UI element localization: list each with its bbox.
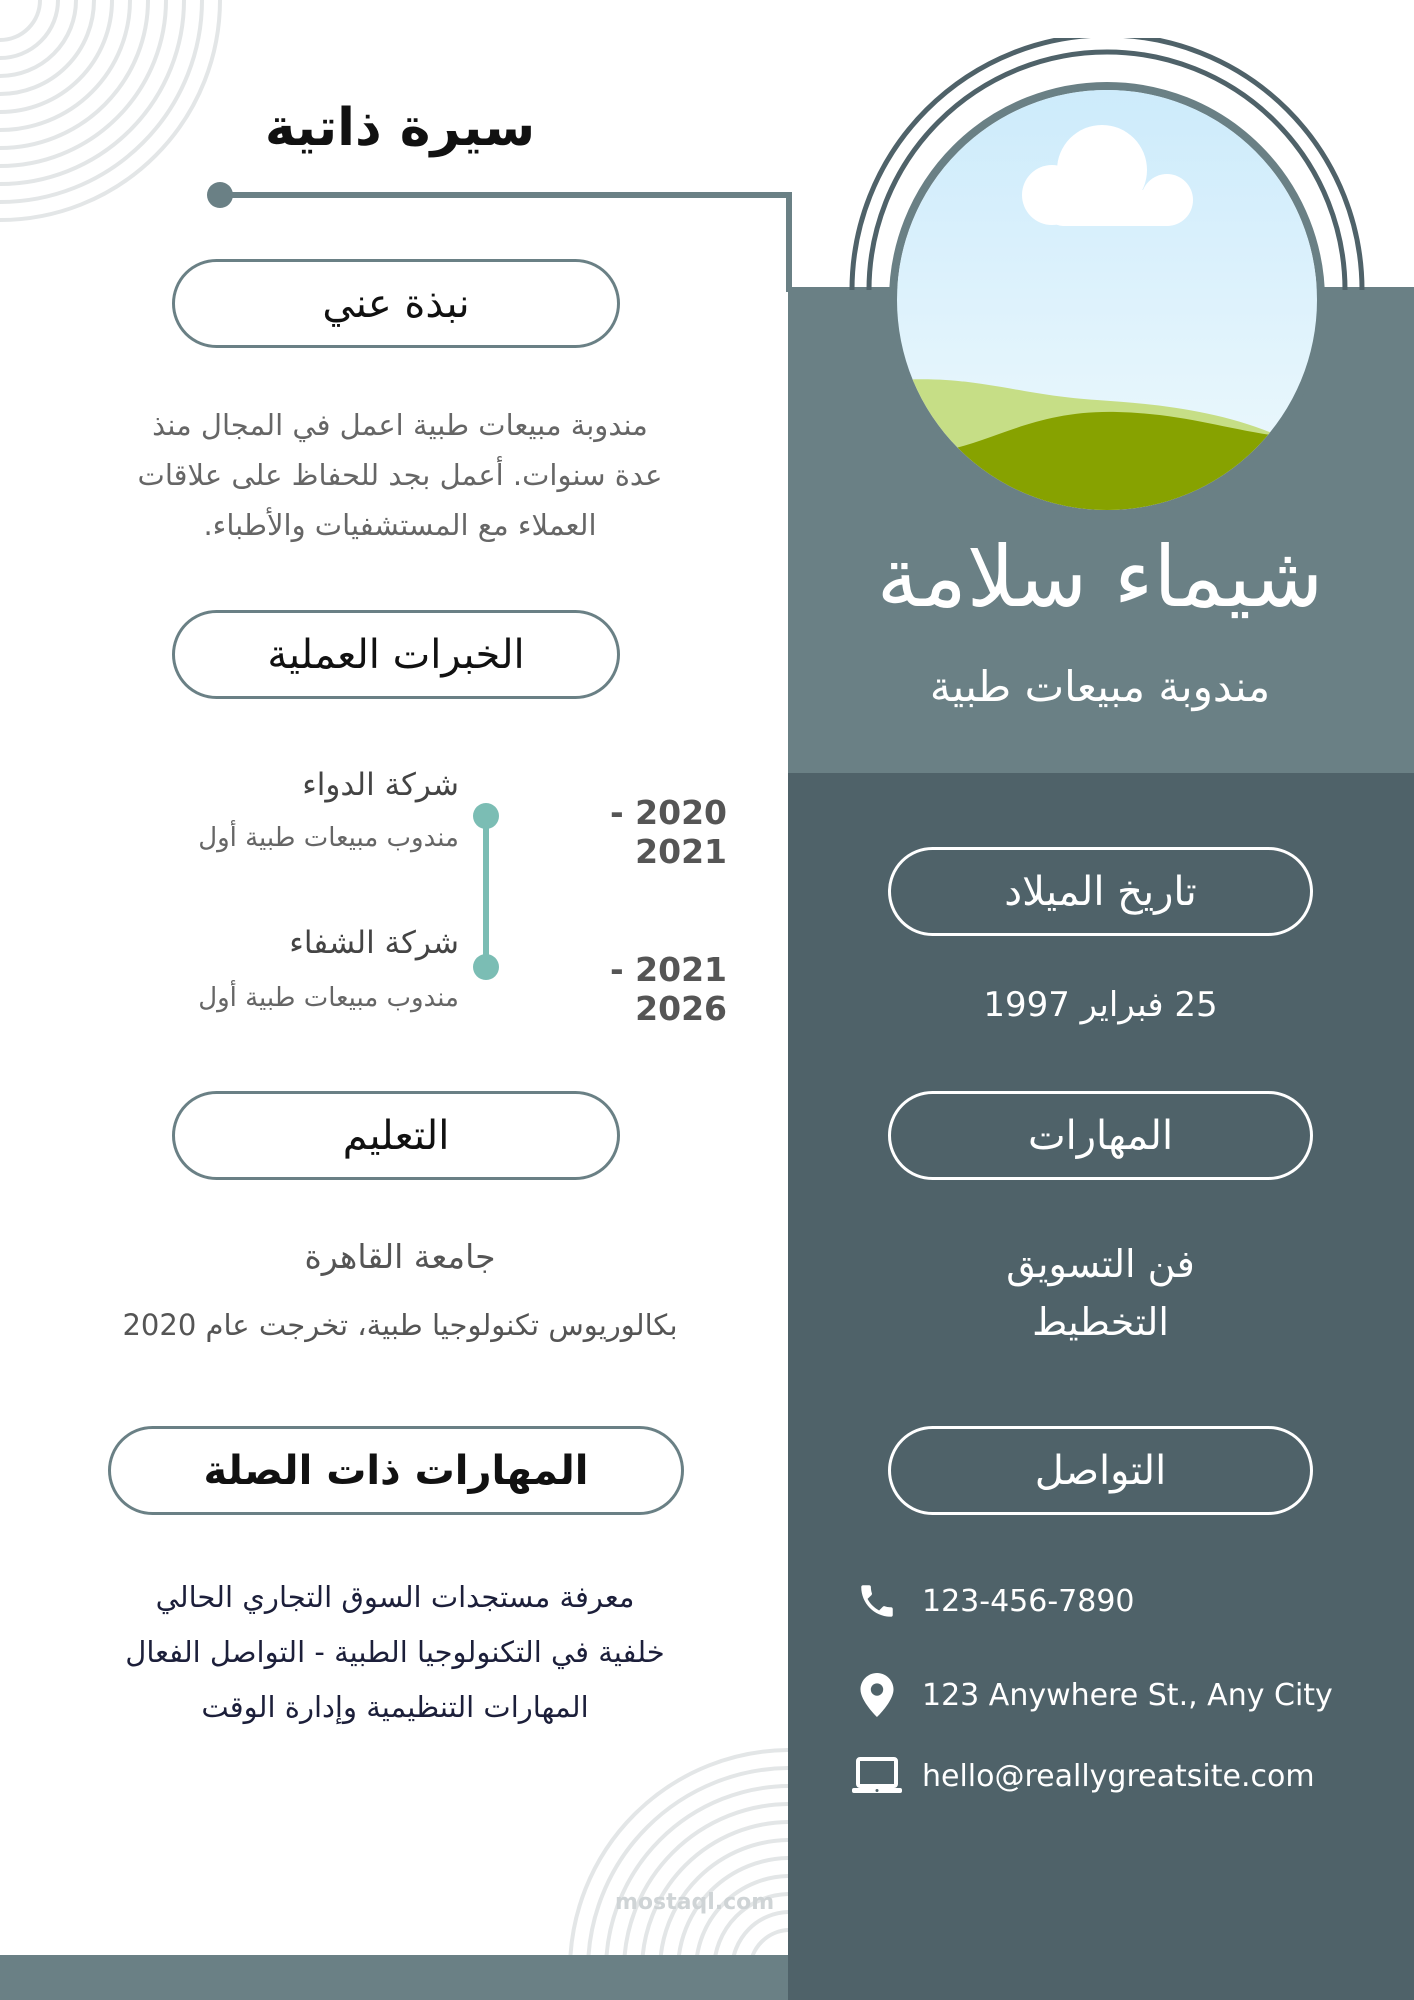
experience-heading: الخبرات العملية — [267, 631, 525, 678]
landscape-placeholder-icon — [897, 90, 1317, 510]
section-heading-skills — [888, 1091, 1313, 1180]
about-line: العملاء مع المستشفيات والأطباء. — [203, 508, 597, 542]
timeline-dot — [473, 803, 499, 829]
experience-company: شركة الدواء — [302, 767, 459, 803]
connector-line — [220, 192, 792, 198]
related-skill-line: المهارات التنظيمية وإدارة الوقت — [201, 1690, 589, 1724]
section-heading-birth-date — [888, 847, 1313, 936]
about-text — [60, 400, 740, 550]
profile-name: شيماء سلامة — [876, 528, 1324, 626]
location-pin-icon — [852, 1672, 902, 1718]
related-skills-text — [40, 1570, 750, 1735]
about-line: عدة سنوات. أعمل بجد للحفاظ على علاقات — [137, 458, 663, 492]
birth-date-value: 25 فبراير 1997 — [983, 985, 1218, 1025]
birth-date-heading: تاريخ الميلاد — [1004, 868, 1197, 915]
laptop-icon — [852, 1753, 902, 1799]
experience-role: مندوب مبيعات طبية أول — [198, 823, 459, 853]
connector-dot — [207, 182, 233, 208]
profile-photo — [889, 82, 1325, 518]
skills-heading: المهارات — [1027, 1112, 1174, 1159]
bottom-bar — [0, 1955, 788, 2000]
connector-line-vertical — [786, 192, 792, 292]
section-heading-contact — [888, 1426, 1313, 1515]
experience-period: 2021 - 2026 — [609, 950, 727, 1028]
section-heading-education — [172, 1091, 620, 1180]
section-heading-experience — [172, 610, 620, 699]
education-university: جامعة القاهرة — [304, 1237, 496, 1276]
sidebar-panel — [788, 773, 1414, 2000]
decorative-arcs-bottom — [560, 1740, 788, 1955]
related-skill-line: معرفة مستجدات السوق التجاري الحالي — [155, 1580, 635, 1614]
experience-company: شركة الشفاء — [289, 925, 459, 961]
email[interactable]: hello@reallygreatsite.com — [922, 1758, 1315, 1794]
timeline-line — [483, 816, 489, 967]
education-heading: التعليم — [342, 1112, 450, 1159]
watermark: mostaql.com — [615, 1890, 775, 1915]
related-skill-line: خلفية في التكنولوجيا الطبية - التواصل الفعال — [125, 1635, 665, 1669]
section-heading-related-skills — [108, 1426, 684, 1515]
skills-list — [888, 1235, 1313, 1351]
skill-item: التخطيط — [1032, 1300, 1169, 1344]
address: 123 Anywhere St., Any City — [922, 1677, 1333, 1713]
phone-icon — [852, 1578, 902, 1624]
contact-address — [852, 1672, 1333, 1718]
about-heading: نبذة عني — [322, 280, 470, 327]
section-heading-about — [172, 259, 620, 348]
profile-job-title: مندوبة مبيعات طبية — [929, 662, 1271, 711]
skill-item: فن التسويق — [1006, 1242, 1195, 1286]
contact-heading: التواصل — [1034, 1447, 1167, 1494]
contact-email — [852, 1753, 1315, 1799]
document-title: سيرة ذاتية — [264, 98, 536, 158]
education-degree: بكالوريوس تكنولوجيا طبية، تخرجت عام 2020 — [122, 1308, 678, 1342]
phone-number[interactable]: 123-456-7890 — [922, 1583, 1135, 1619]
timeline-dot — [473, 954, 499, 980]
related-skills-heading: المهارات ذات الصلة — [203, 1447, 589, 1494]
about-line: مندوبة مبيعات طبية اعمل في المجال منذ — [152, 408, 648, 442]
experience-period: 2020 - 2021 — [609, 793, 727, 871]
contact-phone — [852, 1578, 1135, 1624]
experience-role: مندوب مبيعات طبية أول — [198, 983, 459, 1013]
